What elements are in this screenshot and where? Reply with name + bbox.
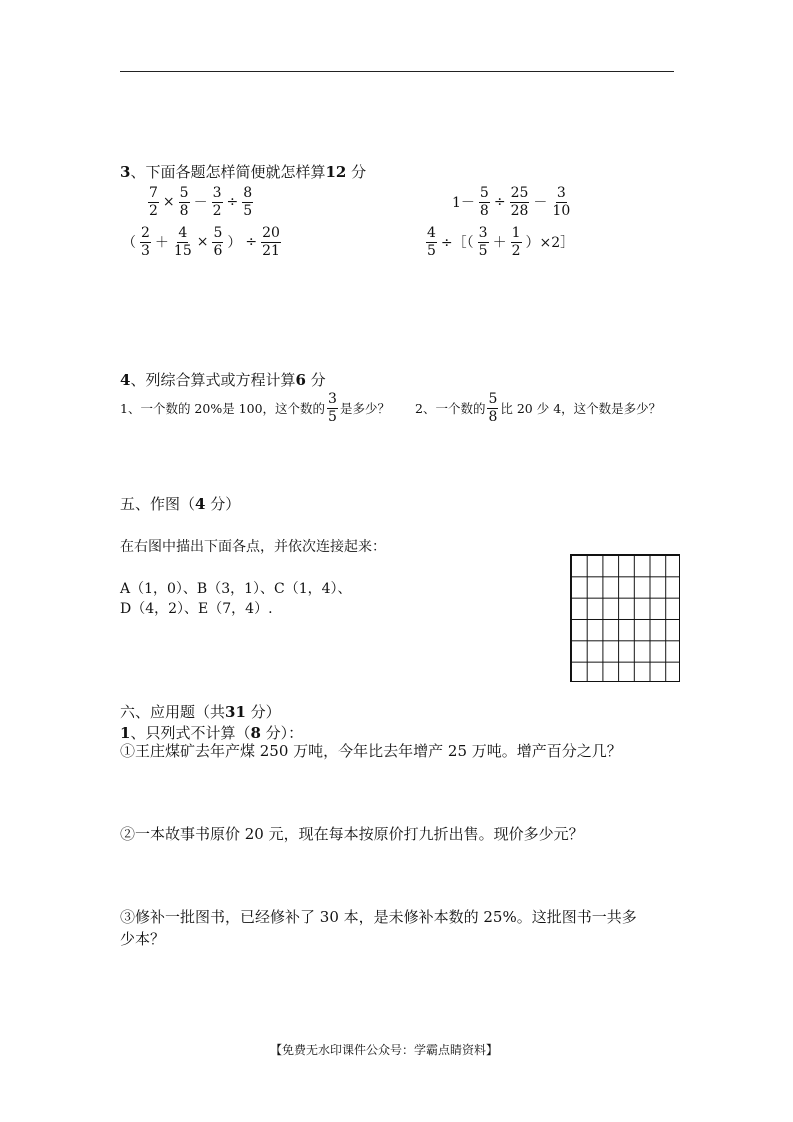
problem-3-line-2: 少本？ xyxy=(120,930,166,948)
fraction: $\frac{5}{8}$ xyxy=(179,184,189,219)
expression-2: 1－ $\frac{5}{8}$ ÷ $\frac{25}{28}$ － $\frac{3}{10}$ xyxy=(452,184,571,219)
problem-4-1: 1、一个数的 20%是 100，这个数的 $\frac{3}{5}$ 是多少？ xyxy=(120,390,390,425)
subsection-1-title: 1、只列式不计算（8 分）： xyxy=(120,724,304,742)
fraction: $\frac{5}{8}$ xyxy=(479,184,489,219)
expression-1: $\frac{7}{2}$ × $\frac{5}{8}$ － $\frac{3}{2}$ ÷ $\frac{8}{5}$ xyxy=(149,184,253,219)
fraction: $\frac{8}{5}$ xyxy=(243,184,253,219)
points-line-1: A（1，0）、B（3，1）、C（1，4）、 xyxy=(120,581,352,597)
section-5-title: 五、作图（4 分） xyxy=(120,495,241,513)
section-3-title: 3、下面各题怎样简便就怎样算12 分 xyxy=(120,163,367,181)
problem-2: ②一本故事书原价 20 元，现在每本按原价打九折出售。现价多少元？ xyxy=(120,825,584,843)
section-4-title: 4、列综合算式或方程计算6 分 xyxy=(120,371,326,389)
fraction: $\frac{4}{5}$ xyxy=(427,224,436,259)
section-6-title: 六、应用题（共31 分） xyxy=(120,703,281,721)
fraction: $\frac{5}{6}$ xyxy=(213,224,223,259)
fraction: $\frac{7}{2}$ xyxy=(149,184,158,219)
drawing-instruction: 在右图中描出下面各点，并依次连接起来： xyxy=(120,539,386,555)
problem-1: ①王庄煤矿去年产煤 250 万吨，今年比去年增产 25 万吨。增产百分之几？ xyxy=(120,742,622,760)
problem-4-2: 2、一个数的 $\frac{5}{8}$ 比 20 少 4，这个数是多少？ xyxy=(415,390,662,425)
fraction: $\frac{1}{2}$ xyxy=(511,224,521,259)
fraction: $\frac{3}{5}$ xyxy=(328,390,337,425)
fraction: $\frac{20}{21}$ xyxy=(262,224,280,259)
fraction: $\frac{2}{3}$ xyxy=(141,224,150,259)
fraction: $\frac{5}{8}$ xyxy=(488,390,498,425)
footer-note: 【免费无水印课件公众号：学霸点睛资料】 xyxy=(270,1043,499,1057)
header-rule xyxy=(120,71,674,72)
fraction: $\frac{25}{28}$ xyxy=(510,184,529,219)
coordinate-grid xyxy=(570,554,680,682)
fraction: $\frac{4}{15}$ xyxy=(173,224,192,259)
fraction: $\frac{3}{5}$ xyxy=(478,224,488,259)
problem-3-line-1: ③修补一批图书，已经修补了 30 本，是未修补本数的 25%。这批图书一共多 xyxy=(120,908,637,926)
fraction: $\frac{3}{2}$ xyxy=(212,184,222,219)
points-line-2: D（4，2）、E（7，4）. xyxy=(120,601,273,617)
fraction: $\frac{3}{10}$ xyxy=(552,184,571,219)
expression-3: （ $\frac{2}{3}$ ＋ $\frac{4}{15}$ × $\frac{5}{6}$ ） ÷ $\frac{20}{21}$ xyxy=(122,224,280,259)
expression-4: $\frac{4}{5}$ ÷［（ $\frac{3}{5}$ ＋ $\frac{1}{2}$ ）×2］ xyxy=(427,224,575,259)
